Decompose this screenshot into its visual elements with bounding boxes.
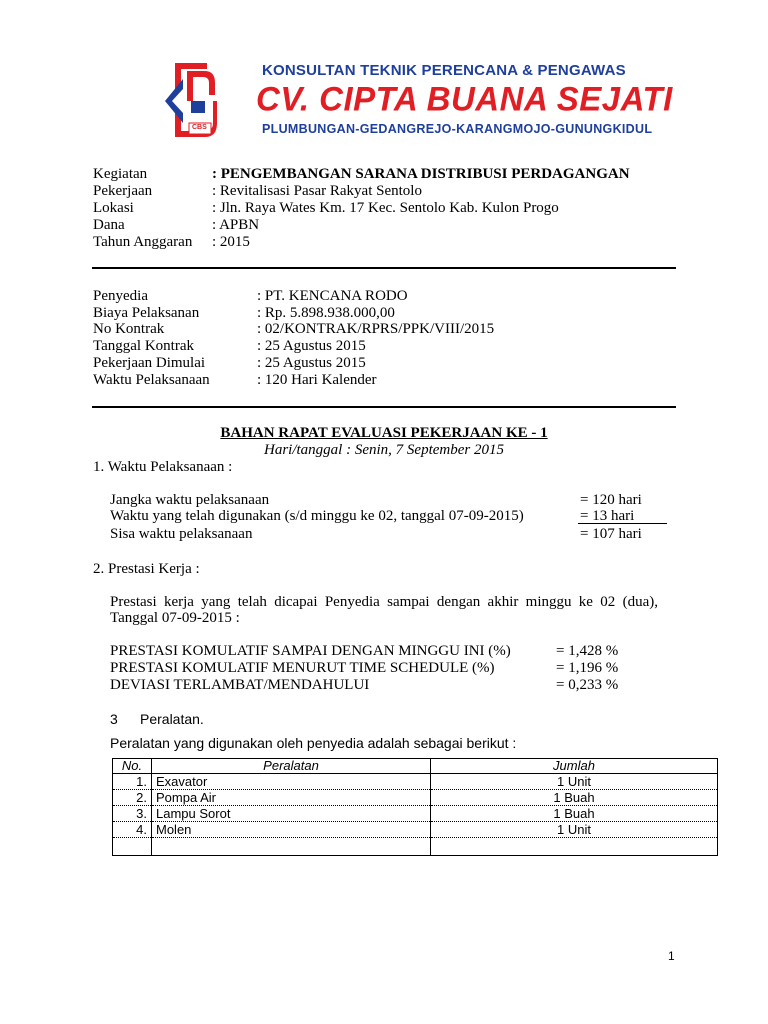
contract-value: : PT. KENCANA RODO — [257, 288, 408, 304]
achievement-date: Tanggal 07-09-2015 : — [110, 610, 240, 626]
divider-rule — [92, 267, 676, 269]
progress-value: = 1,428 % — [556, 643, 619, 659]
column-header-no: No. — [113, 759, 152, 774]
progress-label: PRESTASI KOMULATIF SAMPAI DENGAN MINGGU INI (%) — [110, 643, 511, 659]
section3-number: 3 — [110, 711, 118, 727]
contract-label: Biaya Pelaksanan — [93, 305, 200, 321]
remaining-time-value: = 107 hari — [580, 526, 642, 542]
letterhead-company-name: CV. CIPTA BUANA SEJATI — [256, 79, 673, 118]
logo-text: CBS — [192, 124, 207, 131]
column-header-quantity: Jumlah — [431, 759, 718, 774]
contract-value: : 120 Hari Kalender — [257, 372, 377, 388]
cell-equipment: Lampu Sorot — [152, 806, 431, 822]
section3-heading: Peralatan. — [140, 711, 204, 727]
table-row — [113, 822, 718, 838]
contract-label: Pekerjaan Dimulai — [93, 355, 206, 371]
cell-quantity: 1 Buah — [431, 790, 718, 806]
cell-quantity — [431, 838, 718, 856]
cell-no — [113, 838, 152, 856]
contract-value: : Rp. 5.898.938.000,00 — [257, 305, 395, 321]
cell-no: 3. — [113, 806, 152, 822]
contract-value: : 25 Agustus 2015 — [257, 338, 366, 354]
contract-label: Waktu Pelaksanaan — [93, 372, 210, 388]
section1-heading: 1. Waktu Pelaksanaan : — [93, 459, 233, 475]
project-value: : APBN — [212, 217, 260, 233]
table-header-row — [113, 759, 718, 774]
cell-equipment: Exavator — [152, 774, 431, 790]
project-label: Kegiatan — [93, 166, 148, 182]
contract-value: : 02/KONTRAK/RPRS/PPK/VIII/2015 — [257, 321, 495, 337]
used-time-label: Waktu yang telah digunakan (s/d minggu ke 02, tanggal 07-09-2015) — [110, 508, 524, 524]
table-row-empty — [113, 838, 718, 856]
project-label: Pekerjaan — [93, 183, 153, 199]
duration-value: = 120 hari — [580, 492, 642, 508]
company-logo — [161, 61, 219, 139]
project-label: Tahun Anggaran — [93, 234, 193, 250]
project-value: : PENGEMBANGAN SARANA DISTRIBUSI PERDAGANGAN — [212, 166, 630, 182]
page-number: 1 — [668, 949, 675, 963]
equipment-intro: Peralatan yang digunakan oleh penyedia adalah sebagai berikut : — [110, 735, 517, 751]
letterhead-address: PLUMBUNGAN-GEDANGREJO-KARANGMOJO-GUNUNGKIDUL — [262, 122, 653, 136]
project-value: : Jln. Raya Wates Km. 17 Kec. Sentolo Kab. Kulon Progo — [212, 200, 559, 216]
cell-no: 1. — [113, 774, 152, 790]
cell-no: 4. — [113, 822, 152, 838]
document-title: BAHAN RAPAT EVALUASI PEKERJAAN KE - 1 — [220, 425, 548, 441]
column-header-equipment: Peralatan — [152, 759, 431, 774]
deviation-value: = 0,233 % — [556, 677, 619, 693]
deviation-label: DEVIASI TERLAMBAT/MENDAHULUI — [110, 677, 370, 693]
cell-quantity: 1 Buah — [431, 806, 718, 822]
contract-label: Tanggal Kontrak — [93, 338, 195, 354]
cell-equipment: Pompa Air — [152, 790, 431, 806]
remaining-time-label: Sisa waktu pelaksanaan — [110, 526, 253, 542]
contract-label: No Kontrak — [93, 321, 165, 337]
table-row — [113, 774, 718, 790]
sum-rule — [578, 523, 667, 524]
table-row — [113, 806, 718, 822]
project-value: : Revitalisasi Pasar Rakyat Sentolo — [212, 183, 422, 199]
cell-quantity: 1 Unit — [431, 774, 718, 790]
divider-rule — [92, 406, 676, 408]
duration-label: Jangka waktu pelaksanaan — [110, 492, 270, 508]
section2-heading: 2. Prestasi Kerja : — [93, 561, 200, 577]
contract-value: : 25 Agustus 2015 — [257, 355, 366, 371]
used-time-value: = 13 hari — [580, 508, 635, 524]
schedule-label: PRESTASI KOMULATIF MENURUT TIME SCHEDULE (%) — [110, 660, 495, 676]
equipment-table — [112, 758, 718, 856]
cell-no: 2. — [113, 790, 152, 806]
cell-equipment — [152, 838, 431, 856]
meeting-date: Hari/tanggal : Senin, 7 September 2015 — [264, 442, 504, 458]
project-label: Lokasi — [93, 200, 134, 216]
cell-equipment: Molen — [152, 822, 431, 838]
cell-quantity: 1 Unit — [431, 822, 718, 838]
letterhead-line1: KONSULTAN TEKNIK PERENCANA & PENGAWAS — [262, 62, 626, 79]
table-row — [113, 790, 718, 806]
achievement-paragraph: Prestasi kerja yang telah dicapai Penyedia sampai dengan akhir minggu ke 02 (dua), — [110, 594, 658, 610]
project-label: Dana — [93, 217, 125, 233]
project-value: : 2015 — [212, 234, 250, 250]
schedule-value: = 1,196 % — [556, 660, 619, 676]
contract-label: Penyedia — [93, 288, 148, 304]
